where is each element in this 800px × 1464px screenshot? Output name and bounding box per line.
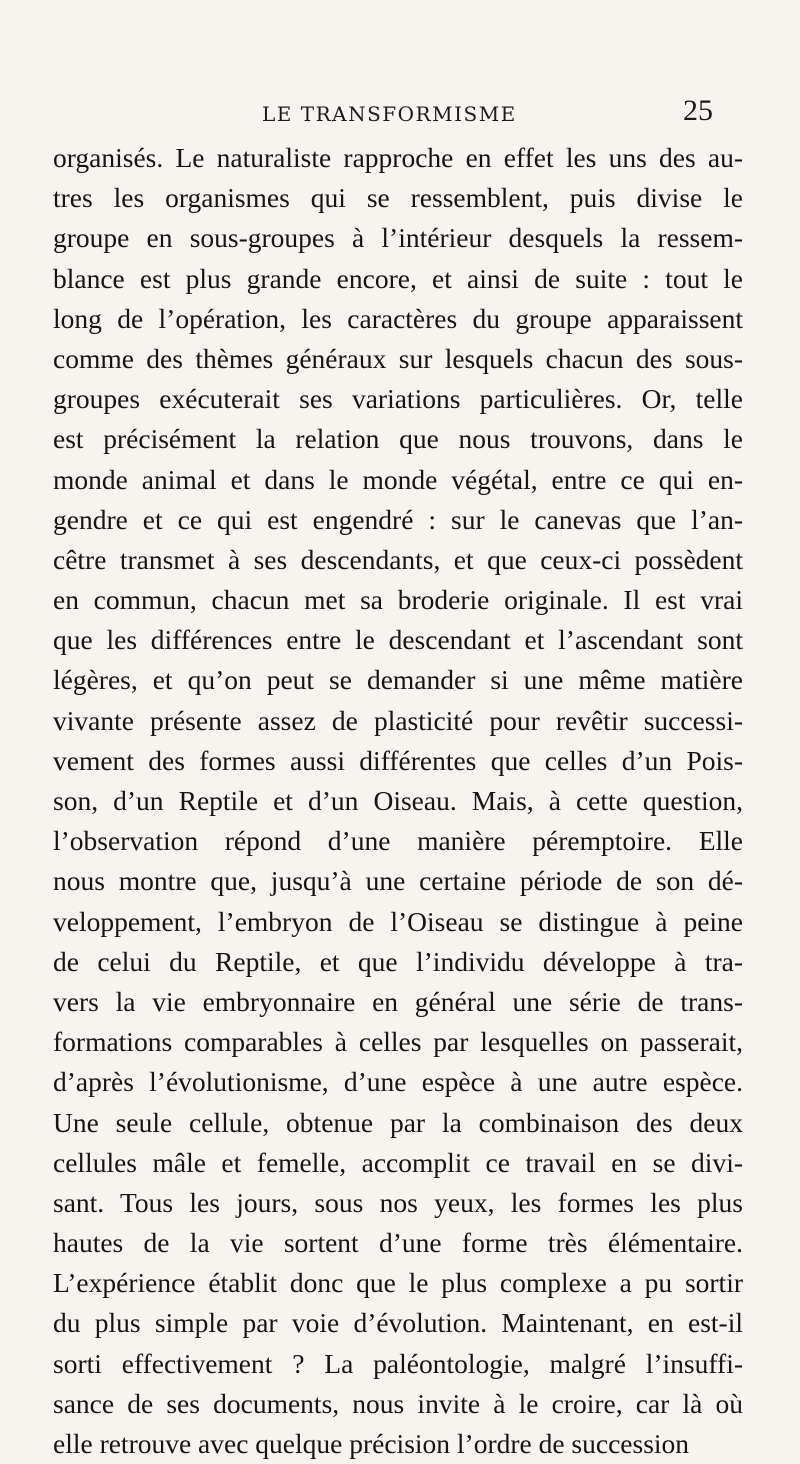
text-line: vement des formes aussi différentes que celles d’un Pois- <box>53 744 743 776</box>
text-line: hautes de la vie sortent d’une forme très élémentaire. <box>53 1227 743 1259</box>
text-line: d’après l’évolutionisme, d’une espèce à une autre espèce. <box>53 1066 743 1098</box>
text-line: comme des thèmes généraux sur lesquels chacun des sous- <box>53 342 743 374</box>
text-line: du plus simple par voie d’évolution. Maintenant, en est-il <box>53 1307 743 1339</box>
page-header <box>0 94 800 130</box>
text-line: elle retrouve avec quelque précision l’ordre de succession <box>53 1428 690 1459</box>
text-line: est précisément la relation que nous trouvons, dans le <box>53 423 743 455</box>
text-line: sance de ses documents, nous invite à le croire, car là où <box>53 1387 743 1419</box>
text-line: organisés. Le naturaliste rapproche en effet les uns des au- <box>53 142 743 173</box>
text-line: monde animal et dans le monde végétal, entre ce qui en- <box>53 463 743 495</box>
text-line: de celui du Reptile, et que l’individu développe à tra- <box>53 945 743 977</box>
text-line: formations comparables à celles par lesquelles on passerait, <box>53 1026 743 1058</box>
text-line: L’expérience établit donc que le plus complexe a pu sortir <box>53 1267 743 1299</box>
text-line: gendre et ce qui est engendré : sur le canevas que l’an- <box>53 503 743 535</box>
page-number: 25 <box>683 94 713 127</box>
text-line: nous montre que, jusqu’à une certaine période de son dé- <box>53 865 743 897</box>
text-line: veloppement, l’embryon de l’Oiseau se distingue à peine <box>53 905 743 937</box>
text-line: vivante présente assez de plasticité pour revêtir successi- <box>53 704 743 736</box>
text-line: que les différences entre le descendant et l’ascendant sont <box>53 624 743 656</box>
text-line: groupes exécuterait ses variations particulières. Or, telle <box>53 383 743 415</box>
text-line: Une seule cellule, obtenue par la combinaison des deux <box>53 1106 743 1138</box>
text-line: tres les organismes qui se ressemblent, puis divise le <box>53 182 743 214</box>
text-line: sorti effectivement ? La paléontologie, malgré l’insuffi- <box>53 1347 743 1379</box>
text-line: vers la vie embryonnaire en général une série de trans- <box>53 985 743 1017</box>
text-line: groupe en sous-groupes à l’intérieur desquels la ressem- <box>53 222 743 254</box>
text-line: légères, et qu’on peut se demander si une même matière <box>53 664 743 696</box>
text-line: sant. Tous les jours, sous nos yeux, les formes les plus <box>53 1186 743 1218</box>
text-line: l’observation répond d’une manière péremptoire. Elle <box>53 825 743 857</box>
text-line: cellules mâle et femelle, accomplit ce travail en se divi- <box>53 1146 743 1178</box>
text-line: blance est plus grande encore, et ainsi de suite : tout le <box>53 262 743 294</box>
text-line: cêtre transmet à ses descendants, et que ceux-ci possèdent <box>53 543 743 575</box>
running-title: LE TRANSFORMISME <box>262 102 517 126</box>
body-text <box>53 138 743 1464</box>
text-line: en commun, chacun met sa broderie originale. Il est vrai <box>53 584 743 616</box>
text-line: long de l’opération, les caractères du groupe apparaissent <box>53 302 743 334</box>
text-line: son, d’un Reptile et d’un Oiseau. Mais, à cette question, <box>53 785 743 816</box>
